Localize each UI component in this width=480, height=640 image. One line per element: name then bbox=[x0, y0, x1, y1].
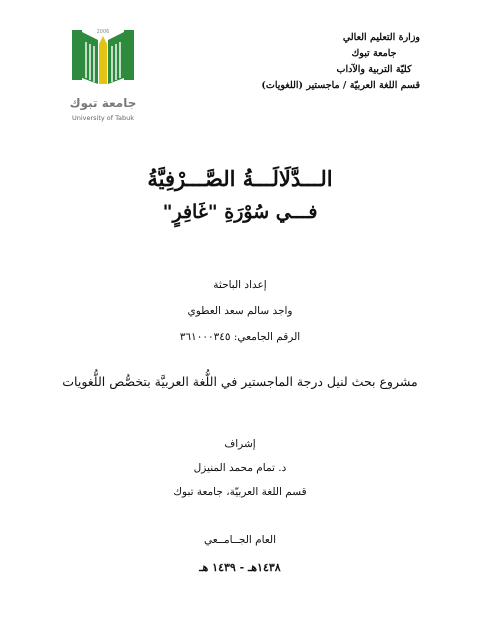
logo-english-name: University of Tabuk bbox=[71, 114, 135, 122]
logo-year: 2006 bbox=[96, 29, 110, 35]
institution-header bbox=[200, 30, 420, 94]
logo-arabic-name: جامعة تبوك bbox=[69, 96, 137, 110]
department-name: قسم اللغة العربيّة / ماجستير (اللغويات) bbox=[261, 80, 420, 91]
title-line-2: فـــي سُوْرَةِ "غَافِرٍ" bbox=[162, 201, 318, 223]
project-description: مشروع بحث لنيل درجة الماجستير في اللُّغة العربيَّة بتخصُّص اللُّغويات bbox=[62, 374, 418, 389]
university-logo bbox=[62, 22, 144, 122]
college-name: كليّة التربية والآداب bbox=[336, 64, 412, 75]
academic-year-block bbox=[0, 526, 480, 582]
supervisor-affiliation: قسم اللغة العربيّة، جامعة تبوك bbox=[173, 486, 307, 498]
supervision-block bbox=[0, 432, 480, 504]
supervision-label: إشراف bbox=[224, 438, 256, 450]
title-line-1: الـــدَّلَالَـــةُ الصَّـــرْفِيَّةُ bbox=[147, 166, 333, 191]
preparer-label: إعداد الباحثة bbox=[213, 279, 267, 291]
preparer-block bbox=[0, 272, 480, 350]
thesis-title bbox=[0, 166, 480, 223]
university-name: جامعة تبوك bbox=[351, 48, 397, 59]
academic-year-value: ١٤٣٨هـ - ١٤٣٩ هـ bbox=[199, 561, 281, 574]
ministry-name: وزارة التعليم العالي bbox=[342, 32, 420, 43]
student-id: الرقم الجامعي: ٣٦١٠٠٠٣٤٥ bbox=[179, 331, 301, 343]
academic-year-label: العام الجــامــعي bbox=[203, 534, 277, 546]
supervisor-name: د. تمام محمد المنيزل bbox=[193, 462, 287, 474]
university-emblem-icon bbox=[72, 22, 134, 88]
preparer-name: واجد سالم سعد العطوي bbox=[187, 305, 293, 317]
